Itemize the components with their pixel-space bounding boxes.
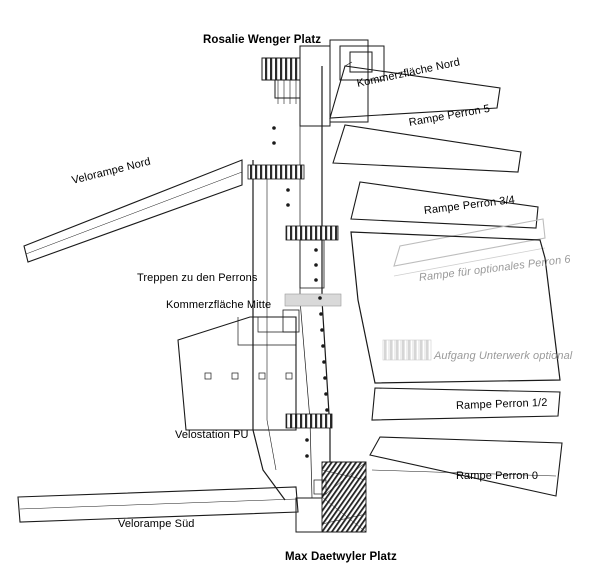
label-rampe-optionales-perron-6: Rampe für optionales Perron 6: [418, 253, 572, 284]
rampe-perron-0-shape: [370, 437, 562, 496]
label-kommerzflaeche-nord: Kommerzfläche Nord: [355, 56, 462, 90]
label-kommerzflaeche-mitte: Kommerzfläche Mitte: [166, 299, 272, 311]
passage-outline-right: [300, 80, 312, 498]
treppe-perron-34-block: [286, 226, 338, 240]
label-aufgang-unterwerk-optional: Aufgang Unterwerk optional: [434, 350, 573, 362]
rampe-perron-5-shape: [333, 125, 521, 172]
column-dot: [272, 126, 276, 130]
stair-head-north: [262, 58, 300, 80]
column-dot: [286, 203, 290, 207]
column-dot: [325, 408, 329, 412]
south-entrance-group: [296, 462, 366, 532]
label-rampe-perron-12: Rampe Perron 1/2: [455, 396, 548, 412]
kommerzflaeche-mitte-block: [285, 294, 341, 306]
label-velostation-pu: Velostation PU: [175, 429, 249, 441]
velostation-cell-3: [259, 373, 265, 379]
column-dot: [305, 454, 309, 458]
column-dot: [324, 392, 328, 396]
kommerzflaeche-nord-edge: [345, 62, 352, 66]
velostation-cell-4: [286, 373, 292, 379]
column-dot: [314, 278, 318, 282]
label-rampe-perron-0: Rampe Perron 0: [456, 470, 539, 482]
passage-outline-left: [267, 168, 276, 470]
column-dot: [272, 141, 276, 145]
velostation-cell-1: [205, 373, 211, 379]
column-dot: [319, 312, 323, 316]
treppe-perron-12-block: [286, 414, 332, 428]
building-north-a: [300, 46, 330, 126]
label-rosalie-wenger-platz: Rosalie Wenger Platz: [203, 34, 322, 46]
velostation-inner-b: [258, 317, 296, 332]
velorampe-sued-shape: [18, 487, 298, 522]
label-rampe-perron-5: Rampe Perron 5: [407, 102, 491, 129]
column-dot: [305, 438, 309, 442]
ramps-north-group: [18, 62, 562, 522]
column-dot: [286, 188, 290, 192]
velorampe-nord-shape: [24, 160, 242, 262]
column-dot: [314, 248, 318, 252]
column-dot: [318, 296, 322, 300]
fan-stair-south: [322, 462, 366, 532]
column-dot: [322, 360, 326, 364]
column-dot: [321, 344, 325, 348]
stair-lines-north: [278, 80, 296, 104]
column-dot: [323, 376, 327, 380]
velorampe-nord-inner: [26, 172, 242, 254]
treppe-perron-5-block: [248, 165, 304, 179]
treppe-mitte-block: [300, 240, 324, 288]
passage-outline: [253, 66, 330, 500]
label-treppen-zu-den-perrons: Treppen zu den Perrons: [137, 272, 258, 284]
label-rampe-perron-34: Rampe Perron 3/4: [423, 193, 516, 217]
velostation-core: [283, 310, 299, 332]
label-velorampe-nord: Velorampe Nord: [70, 155, 152, 187]
velostation-group: [178, 310, 299, 430]
velostation-outline: [178, 317, 296, 430]
label-velorampe-sued: Velorampe Süd: [118, 518, 195, 530]
label-max-daetwyler-platz: Max Daetwyler Platz: [285, 551, 397, 563]
column-dot: [314, 263, 318, 267]
column-dot: [320, 328, 324, 332]
velostation-cell-2: [232, 373, 238, 379]
velorampe-sued-inner: [20, 499, 297, 509]
central-corridor-group: [253, 66, 330, 500]
